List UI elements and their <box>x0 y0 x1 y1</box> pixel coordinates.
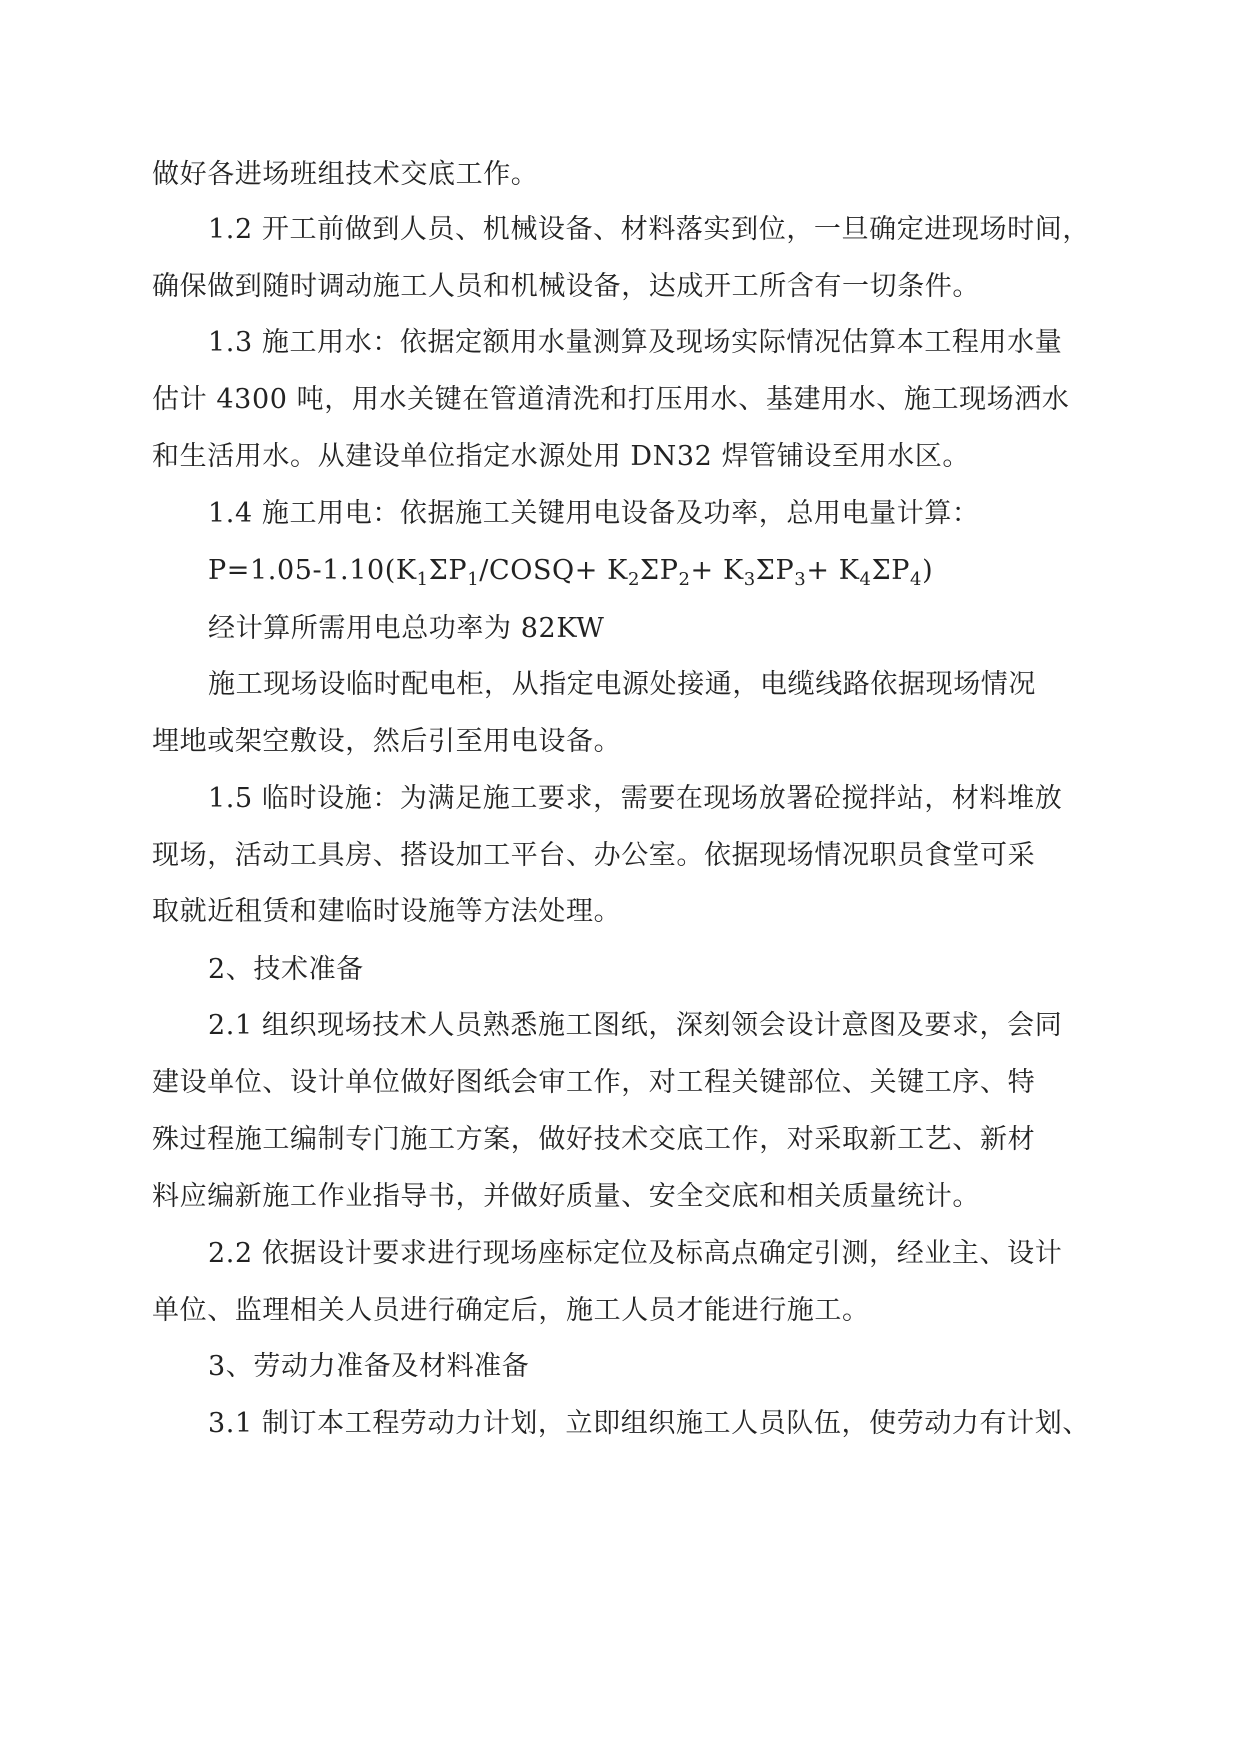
paragraph-1-3-line-1: 1.3 施工用水：依据定额用水量测算及现场实际情况估算本工程用水量 <box>208 327 1063 358</box>
paragraph-line: 做好各进场班组技术交底工作。 <box>152 159 539 190</box>
formula-subscript: 2 <box>678 569 691 590</box>
section-heading-3: 3、劳动力准备及材料准备 <box>208 1351 530 1382</box>
paragraph-1-3-line-2: 估计 4300 吨，用水关键在管道清洗和打压用水、基建用水、施工现场洒水 <box>152 384 1070 415</box>
formula-part: ΣP <box>871 555 911 586</box>
formula-part: + K <box>806 555 860 586</box>
paragraph-1-3-line-3: 和生活用水。从建设单位指定水源处用 DN32 焊管铺设至用水区。 <box>152 441 970 472</box>
formula-subscript: 4 <box>910 569 923 590</box>
paragraph-distribution-line-2: 埋地或架空敷设，然后引至用电设备。 <box>152 726 622 757</box>
paragraph-1-5-line-1: 1.5 临时设施：为满足施工要求，需要在现场放署砼搅拌站，材料堆放 <box>208 783 1063 814</box>
paragraph-2-1-line-3: 殊过程施工编制专门施工方案，做好技术交底工作，对采取新工艺、新材 <box>152 1124 1036 1155</box>
formula-part: ΣP <box>640 555 679 586</box>
power-formula <box>208 555 934 590</box>
formula-subscript: 1 <box>416 569 429 590</box>
formula-part: ΣP <box>428 555 468 586</box>
paragraph-distribution-line-1: 施工现场设临时配电柜，从指定电源处接通，电缆线路依据现场情况 <box>208 669 1036 700</box>
paragraph-1-5-line-3: 取就近租赁和建临时设施等方法处理。 <box>152 896 622 927</box>
paragraph-2-1-line-4: 料应编新施工作业指导书，并做好质量、安全交底和相关质量统计。 <box>152 1181 980 1212</box>
formula-part: P=1.05-1.10(K <box>208 555 417 586</box>
paragraph-2-2-line-1: 2.2 依据设计要求进行现场座标定位及标高点确定引测，经业主、设计 <box>208 1238 1063 1269</box>
formula-part: /COSQ+ K <box>479 555 628 586</box>
formula-subscript: 4 <box>859 569 872 590</box>
formula-subscript: 3 <box>794 569 807 590</box>
formula-part: ΣP <box>755 555 795 586</box>
paragraph-1-2-line-2: 确保做到随时调动施工人员和机械设备，达成开工所含有一切条件。 <box>152 271 980 302</box>
formula-subscript: 2 <box>627 569 641 590</box>
formula-part: ) <box>922 555 934 586</box>
paragraph-2-1-line-1: 2.1 组织现场技术人员熟悉施工图纸，深刻领会设计意图及要求，会同 <box>208 1010 1063 1041</box>
section-heading-2: 2、技术准备 <box>208 954 364 985</box>
power-result: 经计算所需用电总功率为 82KW <box>208 613 605 644</box>
paragraph-1-5-line-2: 现场，活动工具房、搭设加工平台、办公室。依据现场情况职员食堂可采 <box>152 840 1036 871</box>
formula-subscript: 1 <box>467 569 480 590</box>
formula-part: + K <box>690 555 744 586</box>
paragraph-3-1-line-1: 3.1 制订本工程劳动力计划，立即组织施工人员队伍，使劳动力有计划、 <box>208 1408 1090 1439</box>
paragraph-1-4: 1.4 施工用电：依据施工关键用电设备及功率，总用电量计算： <box>208 498 980 529</box>
paragraph-1-2-line-1: 1.2 开工前做到人员、机械设备、材料落实到位，一旦确定进现场时间， <box>208 214 1090 245</box>
paragraph-2-2-line-2: 单位、监理相关人员进行确定后，施工人员才能进行施工。 <box>152 1295 870 1326</box>
formula-subscript: 3 <box>743 569 756 590</box>
paragraph-2-1-line-2: 建设单位、设计单位做好图纸会审工作，对工程关键部位、关键工序、特 <box>152 1067 1036 1098</box>
